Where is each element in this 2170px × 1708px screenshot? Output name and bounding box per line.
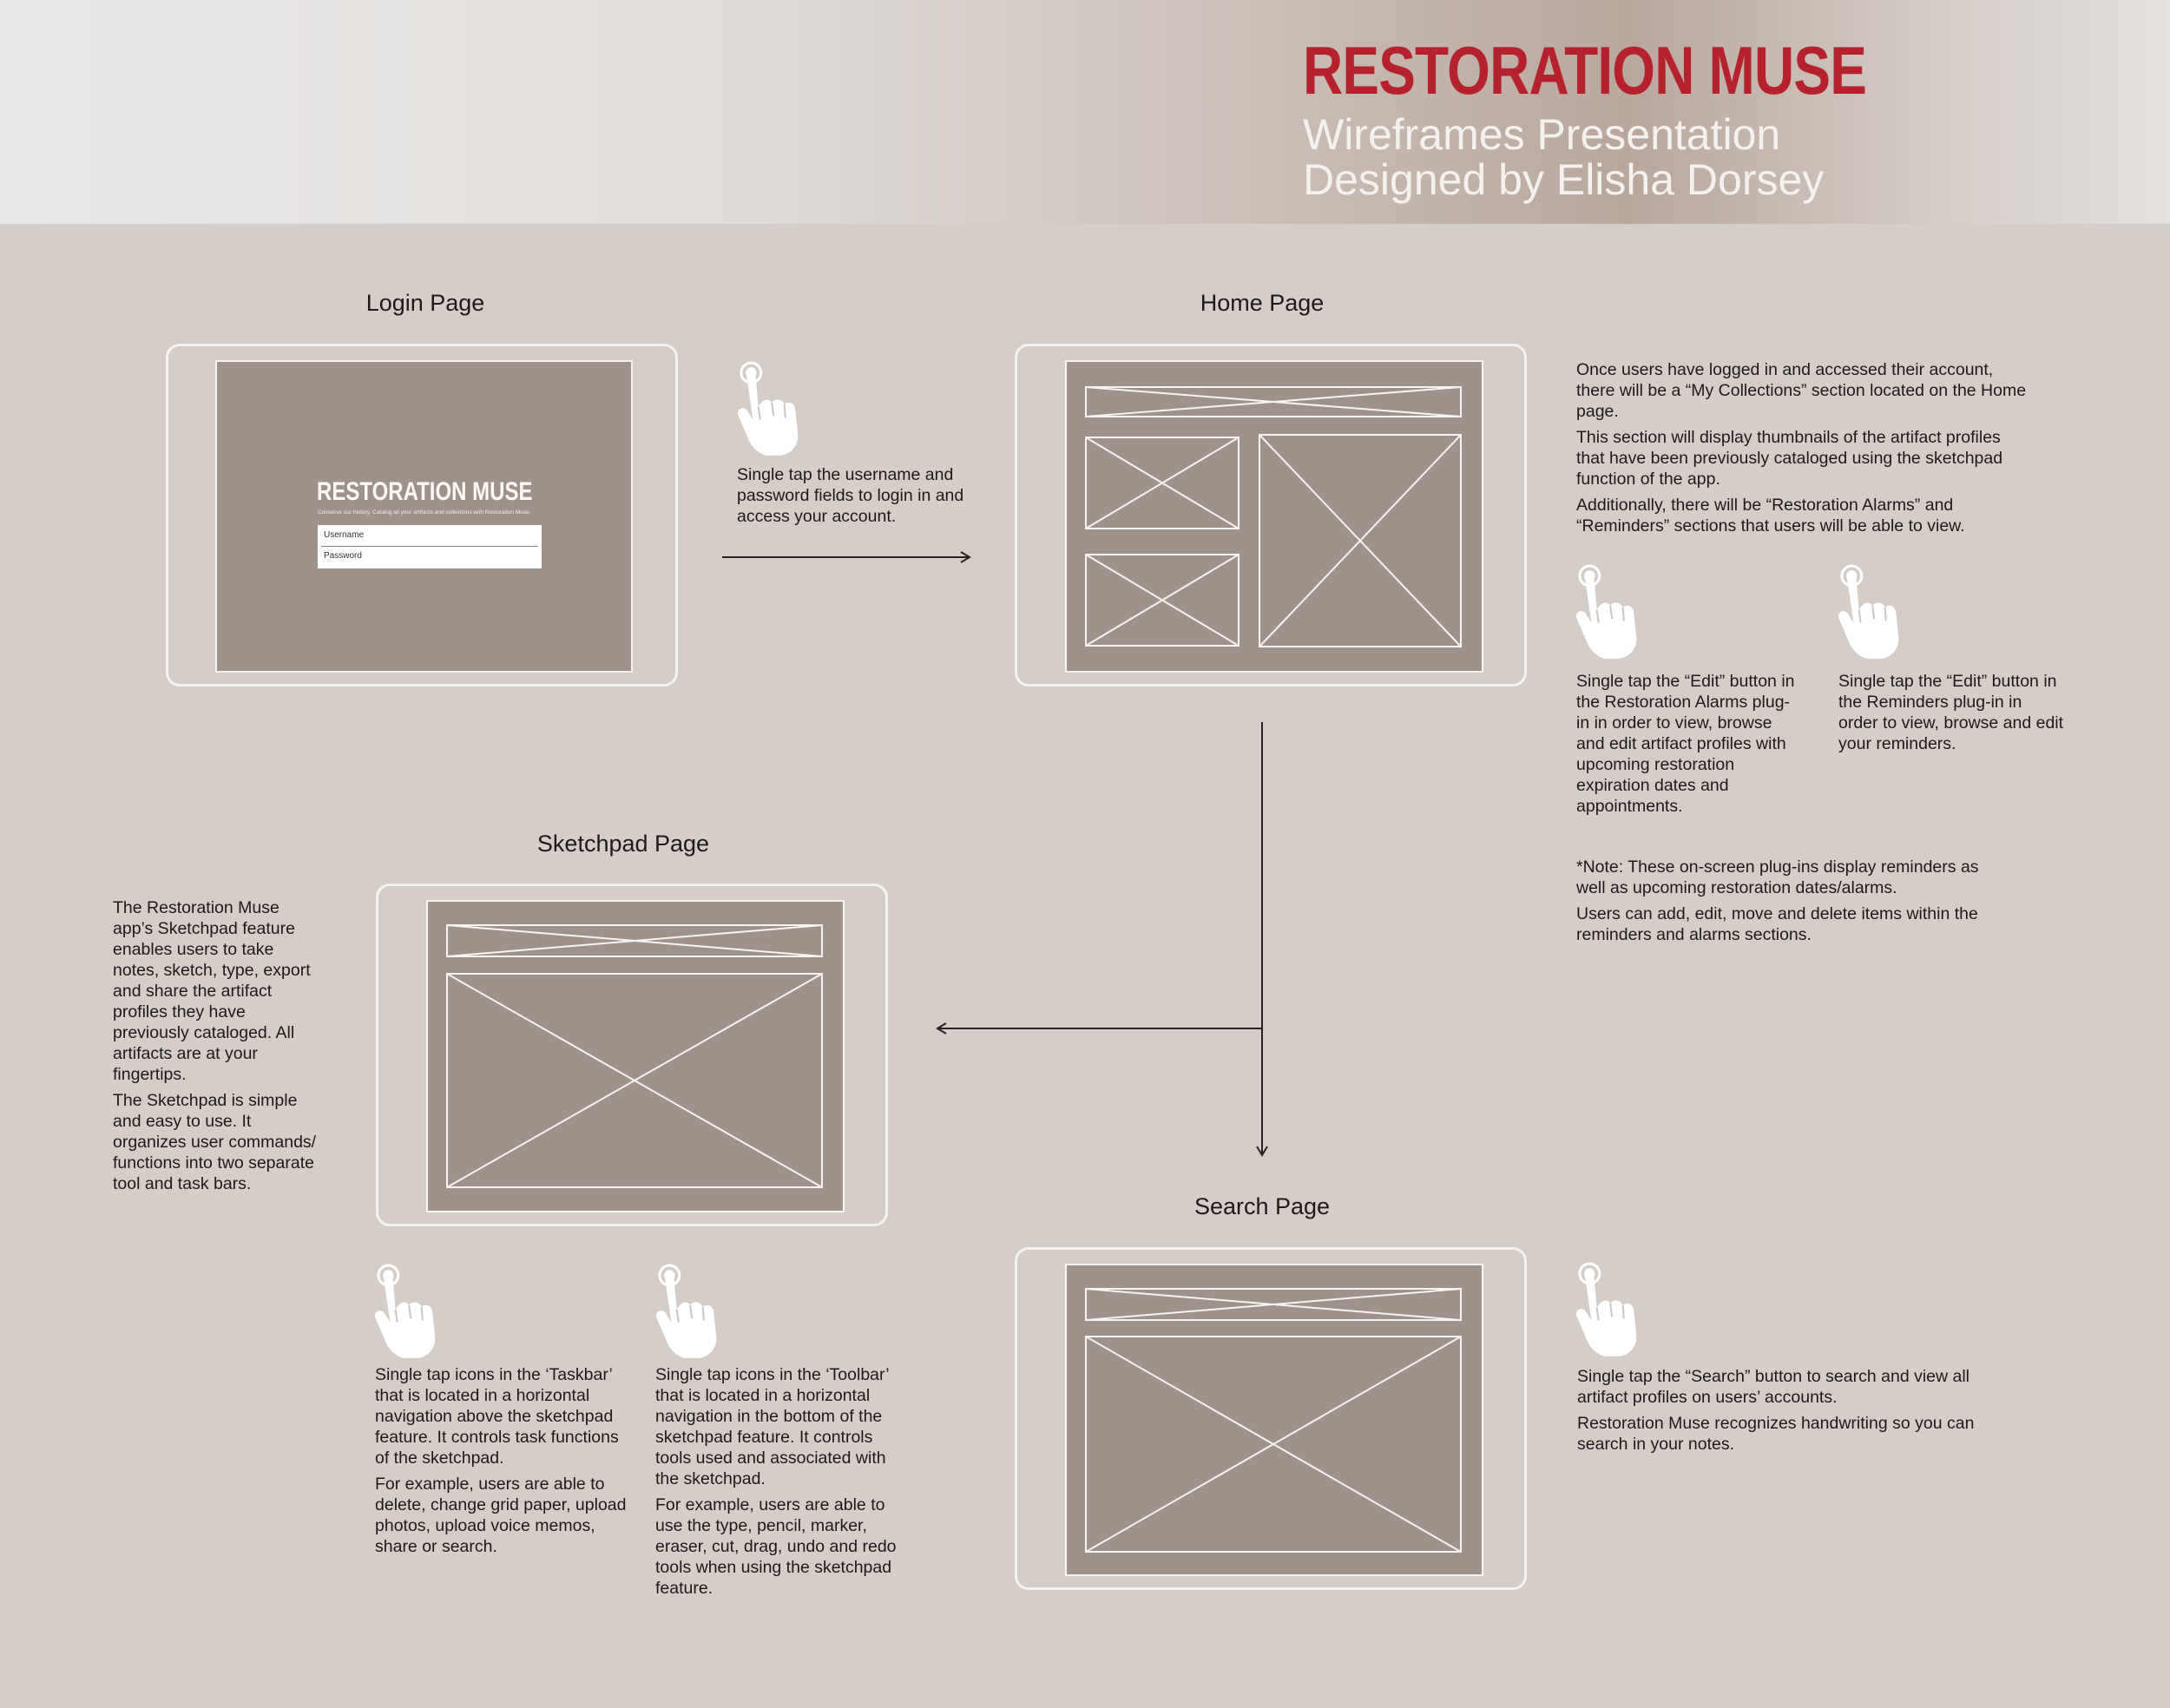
reminders-instruction: Single tap the “Edit” button in the Reminders plug-in in order to view, browse and edit your reminders. — [1838, 672, 2064, 753]
tap-hand-icon — [1835, 563, 1901, 660]
login-tagline: Conserve our history. Catalog all your artifacts and collections with Restoration Muse. — [318, 509, 531, 516]
login-screen — [215, 360, 633, 673]
search-page-label: Search Page — [1194, 1193, 1331, 1219]
search-screen — [1065, 1264, 1483, 1576]
home-description — [1576, 359, 2028, 542]
arrow-right-icon — [722, 549, 974, 566]
home-note-p2: Users can add, edit, move and delete items within the reminders and alarms sections. — [1576, 904, 1978, 944]
home-desc-p3: Additionally, there will be “Restoration Alarms” and “Reminders” sections that users will be able to view. — [1576, 496, 1965, 535]
home-wireframe — [1067, 362, 1482, 671]
sketchpad-page-label: Sketchpad Page — [536, 831, 710, 857]
tap-hand-icon — [653, 1263, 719, 1360]
username-field[interactable]: Username — [324, 530, 365, 540]
home-tablet-frame — [1015, 344, 1527, 686]
toolbar-instr-p2: For example, users are able to use the type, pencil, marker, eraser, cut, drag, undo and redo tools when using the sketchpad feature. — [655, 1495, 897, 1598]
alarms-instruction: Single tap the “Edit” button in the Restoration Alarms plug-in in order to view, browse and edit artifact profiles with upcoming restoration expiration dates and appointments. — [1576, 672, 1795, 816]
home-note — [1576, 857, 2010, 950]
login-form — [318, 525, 542, 568]
password-field[interactable]: Password — [324, 551, 362, 561]
sketchpad-description — [113, 897, 321, 1199]
tap-hand-icon — [1573, 1261, 1639, 1358]
login-page-label: Login Page — [365, 290, 485, 316]
login-app-title: RESTORATION MUSE — [317, 477, 533, 506]
search-instr-p2: Restoration Muse recognizes handwriting so you can search in your notes. — [1577, 1414, 1975, 1454]
home-page-label: Home Page — [1200, 290, 1325, 316]
search-instruction — [1577, 1366, 2011, 1460]
search-tablet-frame — [1015, 1247, 1527, 1590]
taskbar-instruction — [375, 1364, 627, 1562]
flow-connectors — [933, 720, 1272, 1163]
login-instruction: Single tap the username and password fields to login in and access your account. — [737, 465, 964, 526]
tap-hand-icon — [1573, 563, 1639, 660]
sketchpad-screen — [426, 900, 845, 1212]
toolbar-instr-p1: Single tap icons in the ‘Toolbar’ that is located in a horizontal navigation in the bottom of the sketchpad feature. It controls tools used and associated with the sketchpad. — [655, 1365, 889, 1488]
home-screen — [1065, 360, 1483, 673]
tap-hand-icon — [372, 1263, 437, 1360]
toolbar-instruction — [655, 1364, 907, 1604]
home-desc-p1: Once users have logged in and accessed their account, there will be a “My Collections” section located on the Home page. — [1576, 360, 2027, 421]
form-divider — [321, 546, 538, 547]
presentation-subtitle: Wireframes Presentation — [1303, 110, 1781, 159]
home-note-p1: *Note: These on-screen plug-ins display reminders as well as upcoming restoration dates/alarms. — [1576, 857, 1979, 897]
login-tablet-frame — [166, 344, 678, 686]
sketchpad-wireframe — [428, 902, 843, 1211]
taskbar-instr-p2: For example, users are able to delete, change grid paper, upload photos, upload voice memos, share or search. — [375, 1475, 627, 1556]
sketchpad-desc-p2: The Sketchpad is simple and easy to use. It organizes user commands/ functions into two separate tool and task bars. — [113, 1091, 317, 1193]
home-desc-p2: This section will display thumbnails of the artifact profiles that have been previously cataloged using the sketchpad function of the app. — [1576, 428, 2003, 489]
sketchpad-desc-p1: The Restoration Muse app’s Sketchpad feature enables users to take notes, sketch, type, export and share the artifact profiles they have previously cataloged. All artifacts are at your fingertips. — [113, 898, 311, 1084]
tap-hand-icon — [734, 360, 800, 457]
taskbar-instr-p1: Single tap icons in the ‘Taskbar’ that is located in a horizontal navigation above the sketchpad feature. It controls task functions of the sketchpad. — [375, 1365, 619, 1468]
search-wireframe — [1067, 1265, 1482, 1574]
search-instr-p1: Single tap the “Search” button to search and view all artifact profiles on users’ accounts. — [1577, 1367, 1970, 1407]
sketchpad-tablet-frame — [376, 884, 888, 1226]
brand-title: RESTORATION MUSE — [1303, 32, 1867, 108]
designer-credit: Designed by Elisha Dorsey — [1303, 155, 1825, 204]
